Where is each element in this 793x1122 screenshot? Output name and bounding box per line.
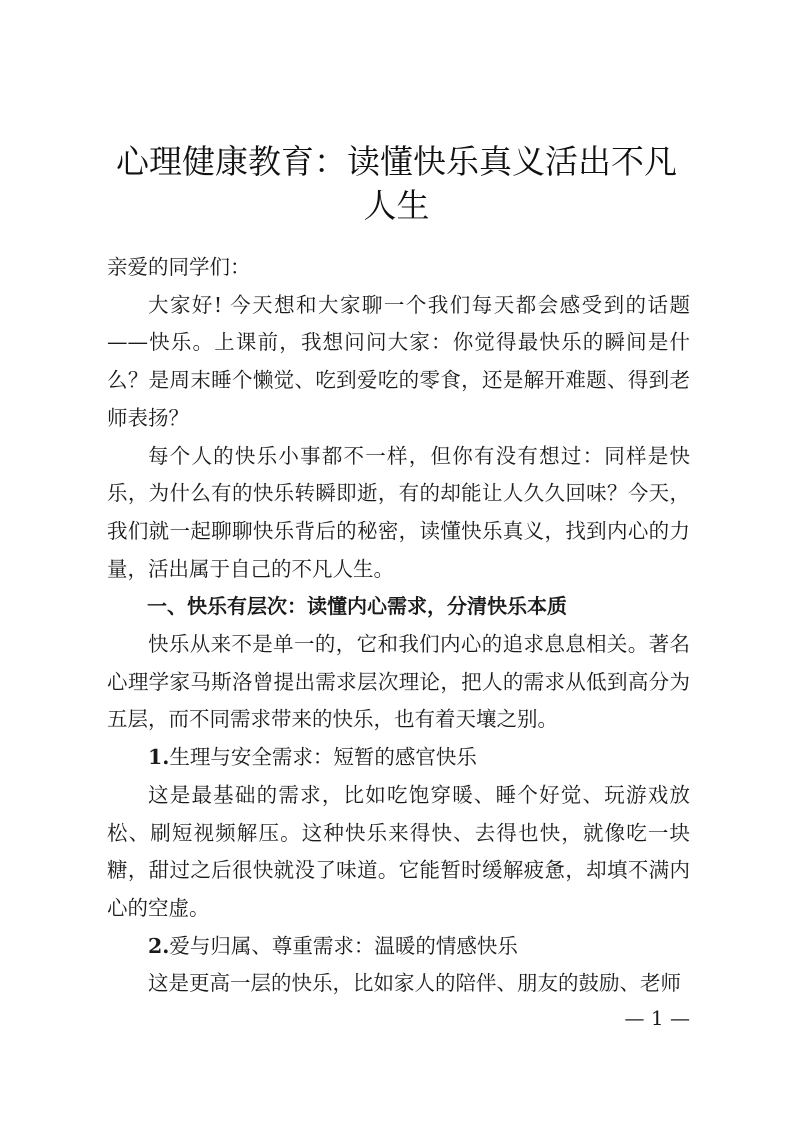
paragraph-intro-2: 每个人的快乐小事都不一样，但你有没有想过：同样是快乐，为什么有的快乐转瞬即逝，有的却能让人久久回味？今天，我们就一起聊聊快乐背后的秘密，读懂快乐真义，找到内心的力量，活出属于自己的不凡人生。 — [107, 443, 690, 581]
document-body — [107, 249, 690, 1003]
sub-heading-2 — [107, 928, 690, 966]
section-heading-1: 一、快乐有层次：读懂内心需求，分清快乐本质 — [147, 594, 567, 619]
sub-heading-1-number: 1. — [148, 745, 170, 770]
paragraph-sub-2: 这是更高一层的快乐，比如家人的陪伴、朋友的鼓励、老师 — [148, 971, 681, 996]
paragraph-intro-1: 大家好! 今天想和大家聊一个我们每天都会感受到的话题——快乐。上课前，我想问问大家：你觉得最快乐的瞬间是什么？是周末睡个懒觉、吃到爱吃的零食，还是解开难题、得到老师表扬？ — [107, 292, 690, 430]
salutation: 亲爱的同学们： — [107, 255, 251, 279]
paragraph-sub-1: 这是最基础的需求，比如吃饱穿暖、睡个好觉、玩游戏放松、刷短视频解压。这种快乐来得快、去得也快，就像吃一块糖，甜过之后很快就没了味道。它能暂时缓解疲惫，却填不满内心的空虚。 — [107, 782, 690, 920]
sub-heading-1 — [107, 739, 690, 777]
document-title: 心理健康教育：读懂快乐真义活出不凡人生 — [116, 142, 677, 225]
page-number: — 1 — — [624, 1006, 690, 1030]
paragraph-section-1: 快乐从来不是单一的，它和我们内心的追求息息相关。著名心理学家马斯洛曾提出需求层次理论，把人的需求从低到高分为五层，而不同需求带来的快乐，也有着天壤之别。 — [107, 632, 690, 732]
sub-heading-2-number: 2. — [148, 933, 170, 958]
sub-heading-1-text: 生理与安全需求：短暂的感官快乐 — [169, 745, 477, 770]
sub-heading-2-text: 爱与归属、尊重需求：温暖的情感快乐 — [169, 933, 518, 958]
